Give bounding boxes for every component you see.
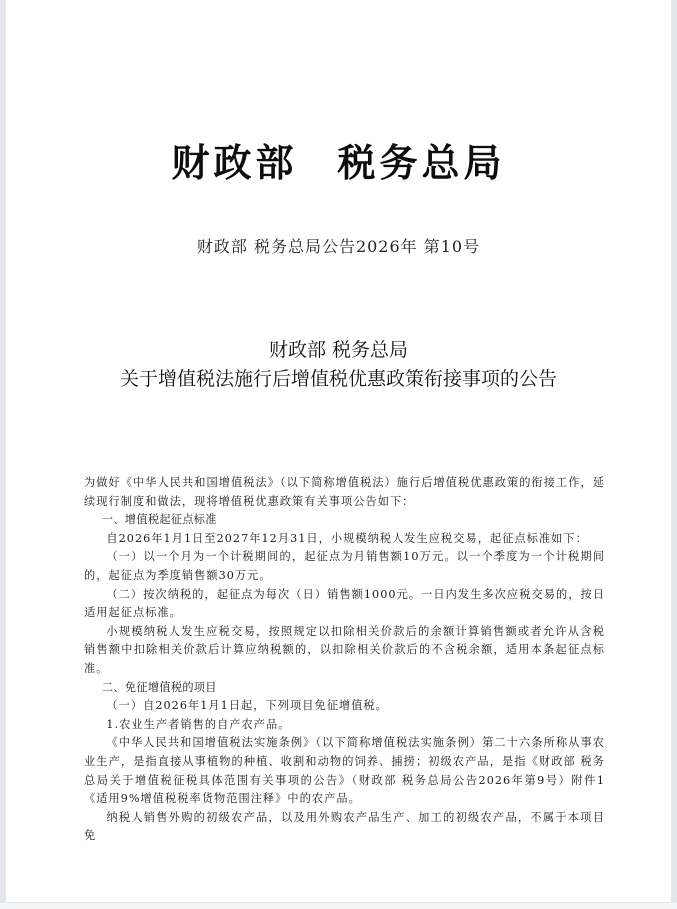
intro-paragraph: 为做好《中华人民共和国增值税法》（以下简称增值税法）施行后增值税优惠政策的衔接工作，延续现行制度和做法，现将增值税优惠政策有关事项公告如下： — [84, 476, 605, 508]
masthead — [6, 132, 671, 187]
document-number: 财政部 税务总局公告2026年 第10号 — [196, 237, 481, 256]
body-paragraph: （一）自2026年1月1日起，下列项目免征增值税。 — [106, 699, 388, 713]
body-paragraph: （一）以一个月为一个计税期间的，起征点为月销售额10万元。以一个季度为一个计税期间的，起征点为季度销售额30万元。 — [84, 550, 605, 582]
section-heading-1: 一、增值税起征点标准 — [101, 513, 217, 527]
body-paragraph: 小规模纳税人发生应税交易，按照规定以扣除相关价款后的余额计算销售额或者允许从含税销售额中扣除相关价款后计算应纳税额的，以扣除相关价款后的不含税余额，适用本条起征点标准。 — [84, 624, 605, 675]
body-paragraph: （二）按次纳税的，起征点为每次（日）销售额1000元。一日内发生多次应税交易的，按日适用起征点标准。 — [84, 587, 605, 620]
body-paragraph: 1.农业生产者销售的自产农产品。 — [106, 717, 291, 731]
body-paragraph: 纳税人销售外购的初级农产品，以及用外购农产品生产、加工的初级农产品，不属于本项目免 — [84, 810, 605, 843]
document-title — [6, 336, 671, 394]
document-page — [6, 0, 671, 902]
masthead-tax-administration: 税务总局 — [337, 140, 506, 185]
section-heading-2: 二、免征增值税的项目 — [101, 680, 217, 694]
document-body — [84, 474, 605, 846]
title-line-2: 关于增值税法施行后增值税优惠政策衔接事项的公告 — [119, 368, 557, 390]
masthead-ministry-of-finance: 财政部 — [171, 140, 298, 185]
title-line-1: 财政部 税务总局 — [268, 339, 409, 361]
body-paragraph: 《中华人民共和国增值税法实施条例》（以下简称增值税法实施条例）第二十六条所称从事农业生产，是指直接从事植物的种植、收割和动物的饲养、捕捞；初级农产品，是指《财政部 税务总局关于增值税征税具体范围有关事项的公告》（财政部 税务总局公告2026年第9号）附件1《适用9%增值税税率货物范围注释》中的农产品。 — [84, 736, 605, 806]
body-paragraph: 自2026年1月1日至2027年12月31日，小规模纳税人发生应税交易，起征点标准如下： — [106, 531, 588, 545]
